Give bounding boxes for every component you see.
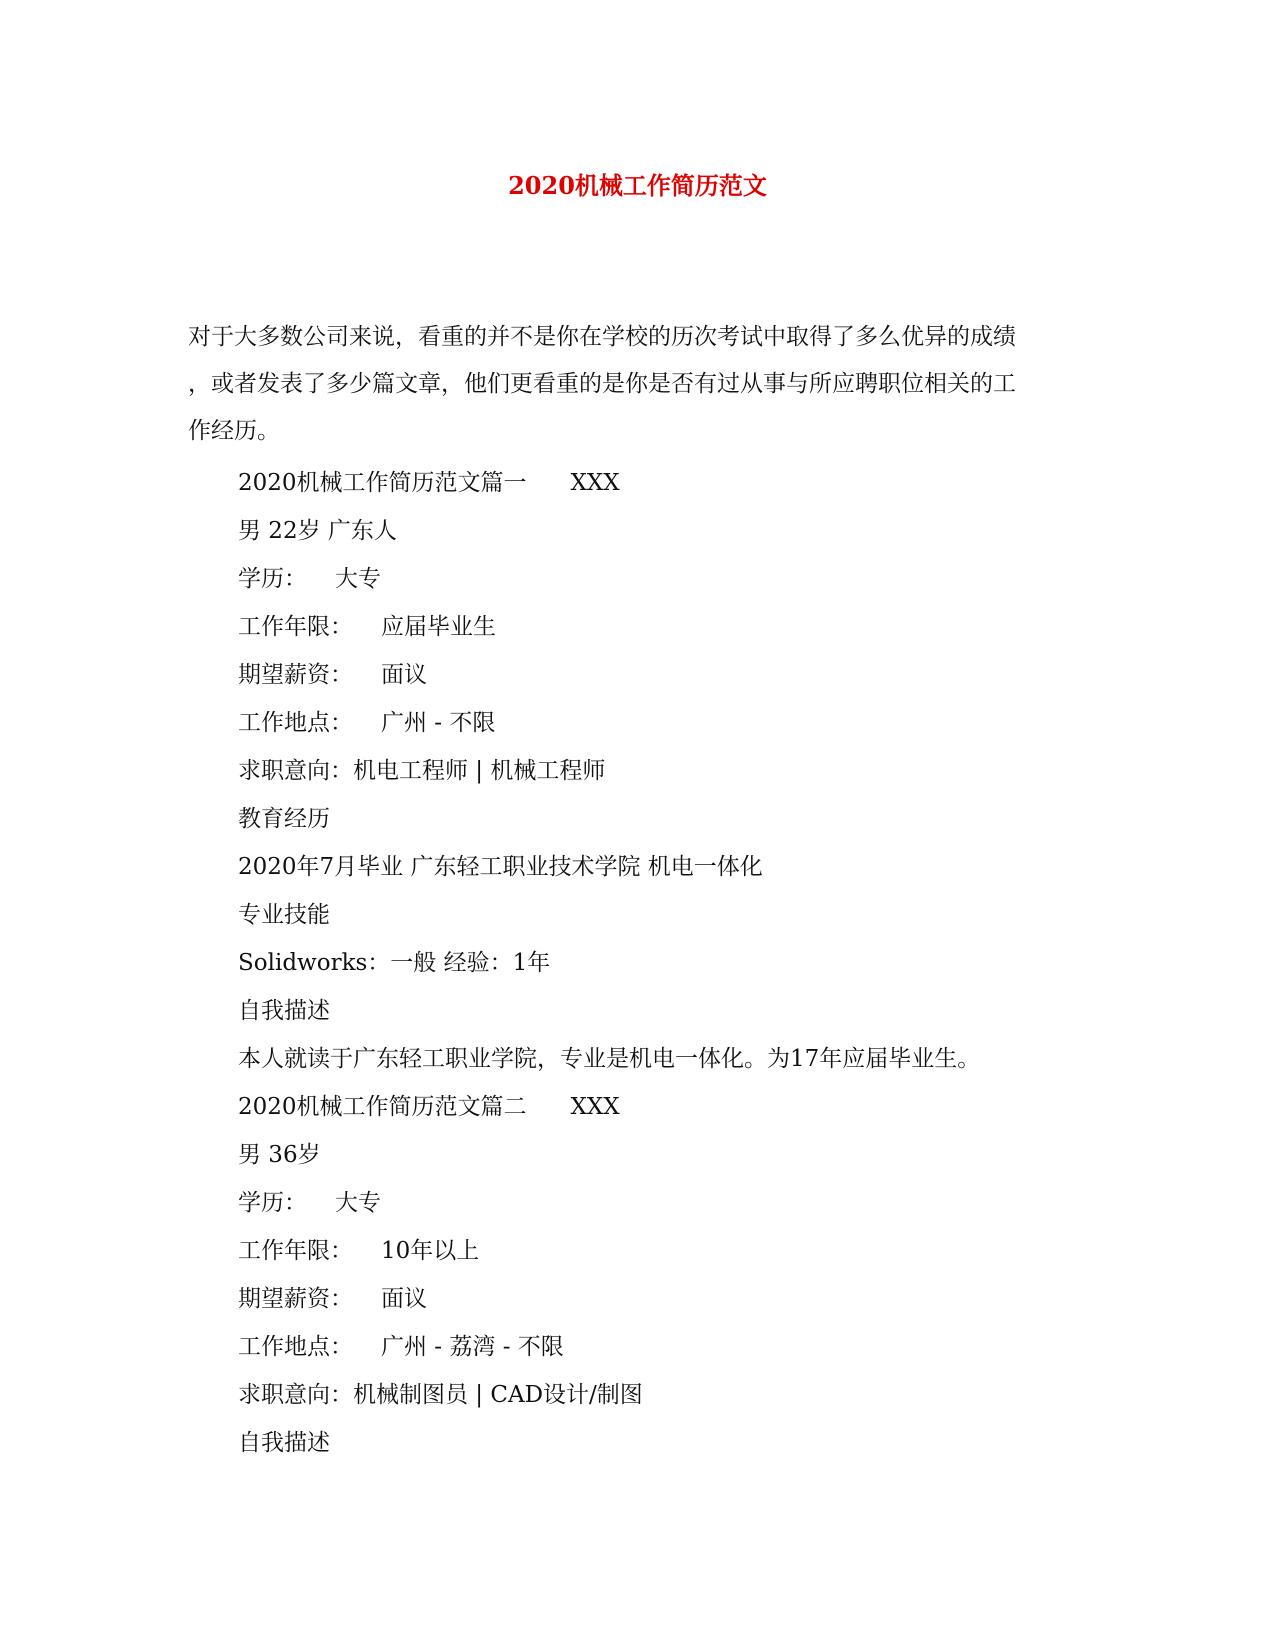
- resume1-name: XXX: [570, 470, 620, 496]
- location-label: 工作地点：: [238, 1334, 353, 1360]
- resume1-education-level-row: [238, 555, 1098, 603]
- work-years-value: 10年以上: [381, 1238, 480, 1264]
- resume1-intention: 求职意向：机电工程师 | 机械工程师: [238, 758, 606, 784]
- resume1-salary-row: [238, 651, 1098, 699]
- resume1-self-heading: 自我描述: [238, 998, 330, 1024]
- intro-line: 对于大多数公司来说，看重的并不是你在学校的历次考试中取得了多么优异的成绩: [188, 324, 1016, 350]
- work-years-label: 工作年限：: [238, 614, 353, 640]
- document-title: 2020机械工作简历范文: [508, 171, 767, 200]
- work-years-label: 工作年限：: [238, 1238, 353, 1264]
- resume2-education-level-row: [238, 1179, 1098, 1227]
- education-level-value: 大专: [335, 566, 381, 592]
- resume1-heading: 2020机械工作简历范文篇一: [238, 470, 527, 496]
- education-level-value: 大专: [335, 1190, 381, 1216]
- salary-value: 面议: [381, 1286, 427, 1312]
- resume2-basic: 男 36岁: [238, 1142, 321, 1168]
- salary-label: 期望薪资：: [238, 1286, 353, 1312]
- work-years-value: 应届毕业生: [381, 614, 496, 640]
- intro-paragraph: [188, 314, 1088, 455]
- salary-label: 期望薪资：: [238, 662, 353, 688]
- resume-body: [238, 459, 1098, 1467]
- resume1-self-text: 本人就读于广东轻工职业学院，专业是机电一体化。为17年应届毕业生。: [238, 1046, 981, 1072]
- resume2-work-years-row: [238, 1227, 1098, 1275]
- location-value: 广州 - 荔湾 - 不限: [381, 1334, 564, 1360]
- resume1-skills-heading: 专业技能: [238, 902, 330, 928]
- resume2-self-heading: 自我描述: [238, 1430, 330, 1456]
- salary-value: 面议: [381, 662, 427, 688]
- resume2-intention: 求职意向：机械制图员 | CAD设计/制图: [238, 1382, 643, 1408]
- education-level-label: 学历：: [238, 566, 307, 592]
- education-level-label: 学历：: [238, 1190, 307, 1216]
- resume1-education-heading: 教育经历: [238, 806, 330, 832]
- intro-line: ，或者发表了多少篇文章，他们更看重的是你是否有过从事与所应聘职位相关的工: [188, 371, 1016, 397]
- intro-line: 作经历。: [188, 418, 280, 444]
- resume1-heading-row: [238, 459, 1098, 507]
- resume1-education-entry: 2020年7月毕业 广东轻工职业技术学院 机电一体化: [238, 854, 763, 880]
- location-value: 广州 - 不限: [381, 710, 496, 736]
- resume1-work-years-row: [238, 603, 1098, 651]
- resume2-heading: 2020机械工作简历范文篇二: [238, 1094, 527, 1120]
- resume2-heading-row: [238, 1083, 1098, 1131]
- resume2-name: XXX: [570, 1094, 620, 1120]
- resume2-salary-row: [238, 1275, 1098, 1323]
- resume2-location-row: [238, 1323, 1098, 1371]
- resume1-location-row: [238, 699, 1098, 747]
- location-label: 工作地点：: [238, 710, 353, 736]
- resume1-skills-entry: Solidworks：一般 经验：1年: [238, 950, 551, 976]
- resume1-basic: 男 22岁 广东人: [238, 518, 397, 544]
